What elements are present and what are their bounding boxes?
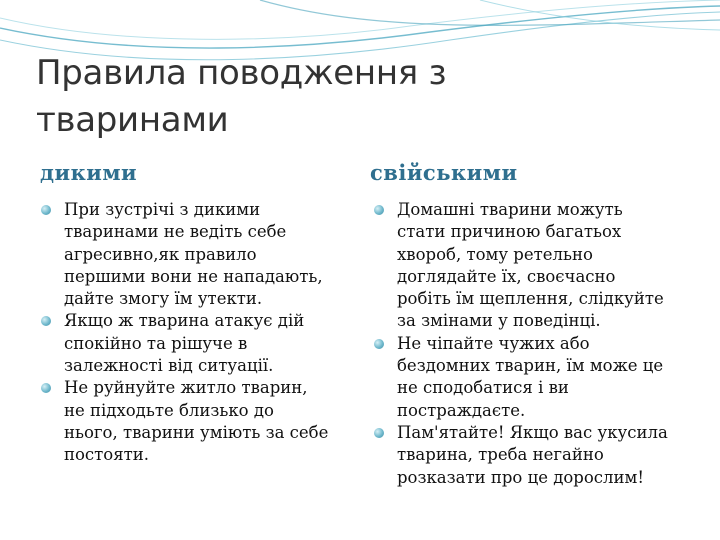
bullet-icon [41,316,51,326]
slide-title: Правила поводження з тваринами [36,53,447,140]
bullet-icon [374,205,384,215]
list-item: Пам'ятайте! Якщо вас укусила тварина, треба негайно розказати про це дорослим! [373,422,693,489]
list-item: Якщо ж тварина атакує дій спокійно та рішуче в залежності від ситуації. [40,310,360,377]
list-item: При зустрічі з дикими тваринами не ведіть себе агресивно,як правило першими вони не нападають, дайте змогу їм утекти. [40,199,360,310]
list-item: Не руйнуйте житло тварин, не підходьте близько до нього, тварини уміють за себе постояти. [40,377,360,466]
wild-animals-list [40,199,360,467]
bullet-icon [374,428,384,438]
wave-line-1 [0,6,720,48]
list-item: Домашні тварини можуть стати причиною багатьох хвороб, тому ретельно доглядайте їх, своєчасно робіть їм щеплення, слідкуйте за змінами у поведінці. [373,199,693,333]
column-heading-wild: дикими [40,160,138,185]
bullet-icon [374,339,384,349]
list-item: Не чіпайте чужих або бездомних тварин, їм може це не сподобатися і ви постраждаєте. [373,333,693,422]
wave-line-4 [260,0,720,25]
bullet-icon [41,205,51,215]
bullet-icon [41,383,51,393]
column-heading-domestic: свійськими [370,160,518,185]
domestic-animals-list [373,199,693,489]
